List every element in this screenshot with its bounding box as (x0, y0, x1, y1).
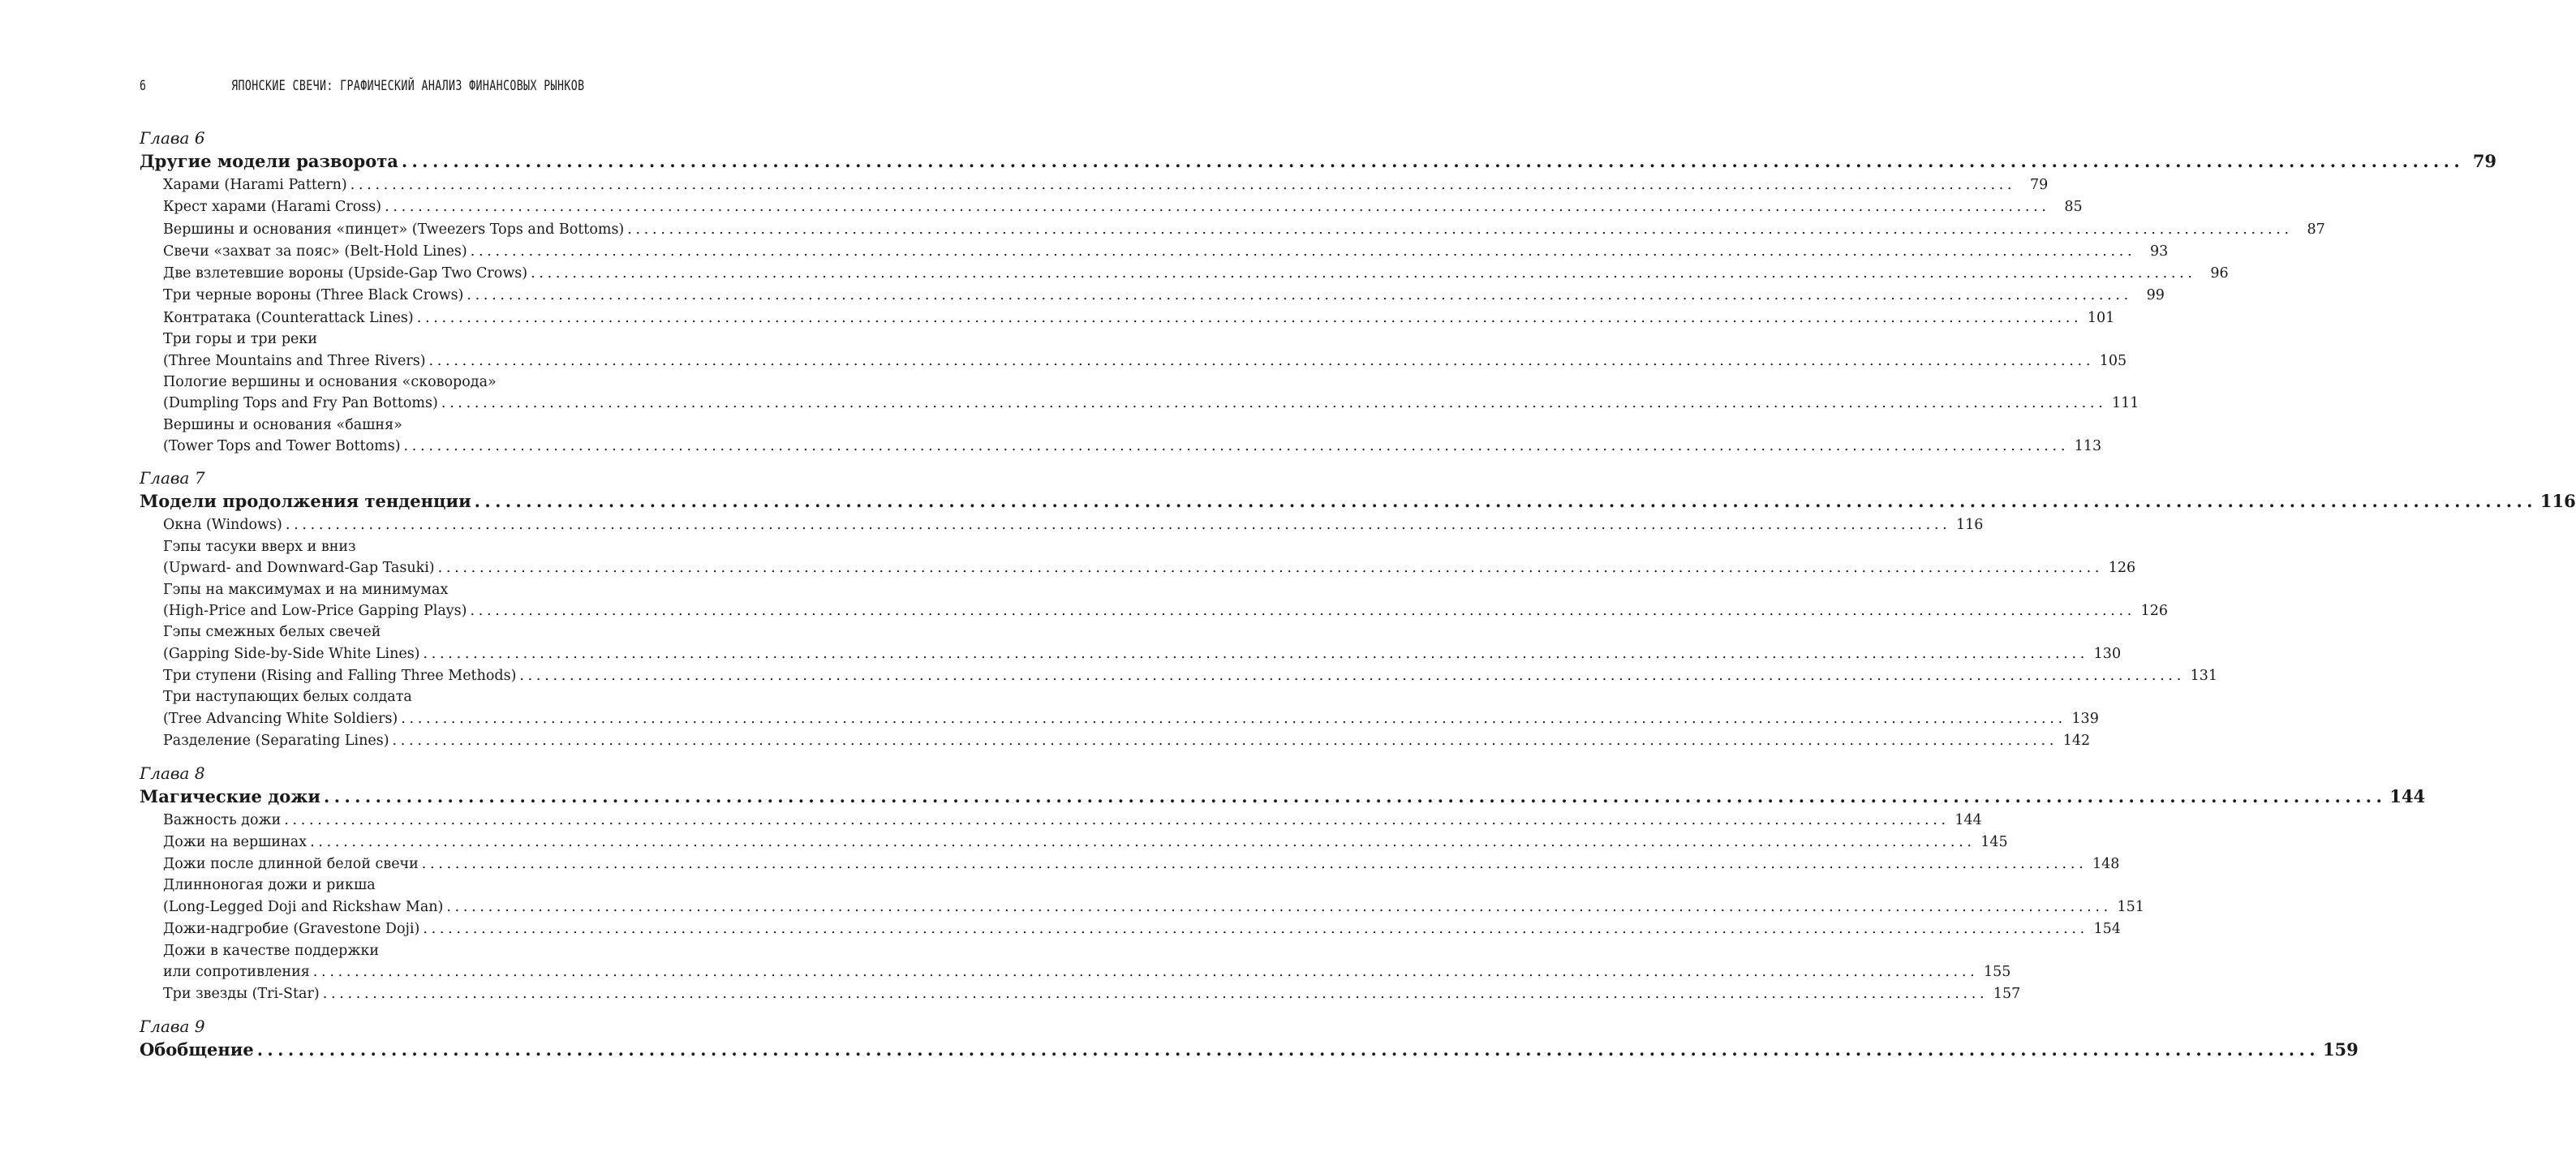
toc-entry-row[interactable] (140, 854, 2120, 875)
dot-leader: ........................................................................................................................................................................................................ (285, 517, 1951, 534)
toc-entry-row-page: 145 (1980, 833, 2008, 850)
dot-leader: ........................................................................................................................................................................................................ (324, 785, 2387, 806)
toc-entry-row-text: Дожи-надгробие (Gravestone Doji) (163, 921, 420, 938)
toc-entry-row-page: 79 (2030, 177, 2049, 193)
toc-entry-line: Гэпы смежных белых свечей (163, 624, 381, 641)
toc-entry[interactable] (140, 329, 2127, 372)
toc-entry-line: Три наступающих белых солдата (163, 689, 412, 706)
toc-entry[interactable] (140, 174, 2049, 196)
toc-entry-row-page: 85 (2064, 199, 2083, 216)
toc-entry-row[interactable] (140, 832, 2008, 854)
chapter-title[interactable] (140, 149, 2497, 174)
toc-entry-row-page: 151 (2117, 898, 2144, 915)
chapter-title-text: Другие модели разворота (140, 151, 398, 171)
chapter-label: Глава 8 (140, 763, 205, 783)
toc-entry-row-page: 99 (2146, 287, 2165, 304)
toc-entry[interactable] (140, 285, 2165, 307)
toc-entry[interactable] (140, 514, 1984, 536)
chapter-title-page: 144 (2389, 785, 2426, 806)
toc-entry-line: Длинноногая дожи и рикша (163, 877, 376, 894)
dot-leader: ........................................................................................................................................................................................................ (416, 309, 2083, 326)
toc-entry-row-text: Вершины и основания «пинцет» (Tweezers Tops and Bottoms) (163, 221, 625, 238)
toc-entry-line: Гэпы на максимумах и на минимумах (163, 581, 449, 598)
toc-entry-row-text: Дожи после длинной белой свечи (163, 856, 419, 873)
toc-entry[interactable] (140, 730, 2091, 752)
toc-entry-row[interactable] (140, 730, 2091, 752)
chapter-title-page: 159 (2322, 1039, 2359, 1060)
toc-entry[interactable] (140, 875, 2144, 918)
toc-entry-row-page: 155 (1983, 964, 2011, 981)
dot-leader: ........................................................................................................................................................................................................ (312, 964, 1979, 981)
chapter-block (140, 127, 2497, 458)
chapter-title-page: 116 (2539, 491, 2576, 512)
chapter-title-text: Обобщение (140, 1039, 254, 1060)
chapter-label: Глава 9 (140, 1016, 205, 1036)
dot-leader: ........................................................................................................................................................................................................ (401, 710, 2066, 727)
toc-entry-row[interactable] (140, 514, 1984, 536)
dot-leader: ........................................................................................................................................................................................................ (310, 833, 1976, 850)
toc-entry[interactable] (140, 832, 2008, 854)
toc-entry-row-page: 144 (1955, 811, 1982, 828)
toc-entry-row-page: 111 (2112, 395, 2139, 412)
dot-leader: ........................................................................................................................................................................................................ (531, 265, 2196, 282)
chapter-label: Глава 7 (140, 468, 205, 488)
dot-leader: ........................................................................................................................................................................................................ (474, 491, 2537, 512)
toc-entry-row[interactable] (140, 241, 2169, 263)
chapter-title-page: 79 (2472, 151, 2497, 171)
toc-entry-row-text: Три черные вороны (Three Black Crows) (163, 287, 464, 304)
toc-entry[interactable] (140, 622, 2122, 665)
toc-entry-row-page: 96 (2210, 265, 2229, 282)
dot-leader: ........................................................................................................................................................................................................ (423, 645, 2089, 662)
toc-entry-row-text: Важность дожи (163, 811, 282, 828)
dot-leader: ........................................................................................................................................................................................................ (627, 221, 2293, 238)
running-header (140, 78, 591, 97)
toc-entry-row-page: 131 (2190, 668, 2217, 685)
toc-entry-row[interactable] (140, 983, 2021, 1005)
dot-leader: ........................................................................................................................................................................................................ (446, 898, 2112, 915)
toc-entry[interactable] (140, 537, 2136, 580)
dot-leader: ........................................................................................................................................................................................................ (385, 199, 2050, 216)
toc-entry-row[interactable] (140, 897, 2144, 918)
toc-entry-row-text: (Tower Tops and Tower Bottoms) (163, 438, 401, 455)
toc-entry[interactable] (140, 687, 2099, 730)
chapter-title[interactable] (140, 1038, 2359, 1062)
chapter-title-text: Магические дожи (140, 785, 321, 806)
toc-entry-line: Пологие вершины и основания «сковорода» (163, 373, 497, 390)
toc-entry-row[interactable] (140, 436, 2102, 458)
toc-entry-row-page: 101 (2087, 309, 2115, 326)
toc-entry-row[interactable] (140, 307, 2115, 329)
toc-entry-row-page: 87 (2307, 221, 2325, 238)
toc-entry-row[interactable] (140, 285, 2165, 307)
toc-entry-row-text: Дожи на вершинах (163, 833, 307, 850)
toc-entry[interactable] (140, 810, 1982, 832)
toc-entry[interactable] (140, 580, 2169, 623)
toc-entry-line: Гэпы тасуки вверх и вниз (163, 538, 356, 555)
toc-entry-row-text: (Long-Legged Doji and Rickshaw Man) (163, 898, 444, 915)
toc-entry-row-text: Харами (Harami Pattern) (163, 177, 347, 193)
toc-entry[interactable] (140, 196, 2083, 218)
dot-leader: ........................................................................................................................................................................................................ (401, 151, 2465, 171)
toc-entry-row-text: (Tree Advancing White Soldiers) (163, 710, 398, 727)
toc-entry[interactable] (140, 941, 2011, 984)
toc-entry-row-text: (High-Price and Low-Price Gapping Plays) (163, 603, 467, 620)
toc-entry-row-page: 139 (2071, 710, 2099, 727)
page-number: 6 (140, 78, 147, 94)
toc-entry-row-page: 116 (1956, 517, 1984, 534)
toc-entry-row-text: Свечи «захват за пояс» (Belt-Hold Lines) (163, 243, 467, 260)
dot-leader: ........................................................................................................................................................................................................ (428, 352, 2095, 369)
toc-entry-row-text: Разделение (Separating Lines) (163, 733, 389, 750)
toc-entry[interactable] (140, 665, 2217, 687)
dot-leader: ........................................................................................................................................................................................................ (470, 243, 2136, 260)
toc-entry-row-text: Крест харами (Harami Cross) (163, 199, 382, 216)
toc-entry-row[interactable] (140, 263, 2229, 285)
toc-entry-row[interactable] (140, 196, 2083, 218)
dot-leader: ........................................................................................................................................................................................................ (284, 811, 1950, 828)
dot-leader: ........................................................................................................................................................................................................ (437, 560, 2104, 577)
dot-leader: ........................................................................................................................................................................................................ (421, 856, 2088, 873)
toc-entry-row-text: Окна (Windows) (163, 517, 282, 534)
chapter-label: Глава 6 (140, 128, 205, 148)
dot-leader: ........................................................................................................................................................................................................ (322, 986, 1989, 1003)
toc-entry-row[interactable] (140, 918, 2121, 940)
toc-entry[interactable] (140, 415, 2102, 458)
toc-entry[interactable] (140, 263, 2229, 285)
toc-entry-row[interactable] (140, 557, 2136, 579)
toc-entry-line: Три горы и три реки (163, 331, 317, 348)
toc-entry[interactable] (140, 241, 2169, 263)
dot-leader: ........................................................................................................................................................................................................ (256, 1039, 2320, 1060)
toc-entry-row-text: (Dumpling Tops and Fry Pan Bottoms) (163, 395, 438, 412)
toc-entry-row-page: 142 (2062, 733, 2091, 750)
chapter-block (140, 762, 2426, 1006)
toc-entry-row-page: 93 (2150, 243, 2169, 260)
toc-entry-row-page: 126 (2140, 603, 2169, 620)
dot-leader: ........................................................................................................................................................................................................ (467, 287, 2132, 304)
toc-entry-row-page: 148 (2092, 856, 2120, 873)
toc-entry-line: Вершины и основания «башня» (163, 416, 402, 433)
toc-entry-row-page: 126 (2108, 560, 2136, 577)
dot-leader: ........................................................................................................................................................................................................ (403, 438, 2070, 455)
dot-leader: ........................................................................................................................................................................................................ (470, 603, 2136, 620)
chapter-title[interactable] (140, 785, 2426, 809)
toc-entry-row-text: или сопротивления (163, 964, 310, 981)
toc-entry[interactable] (140, 219, 2325, 241)
toc-entry-row[interactable] (140, 393, 2139, 415)
toc-entry-row-text: (Gapping Side-by-Side White Lines) (163, 645, 420, 662)
chapter-block (140, 1015, 2359, 1062)
dot-leader: ........................................................................................................................................................................................................ (519, 668, 2185, 685)
dot-leader: ........................................................................................................................................................................................................ (392, 733, 2058, 750)
toc-entry-row-text: Три ступени (Rising and Falling Three Methods) (163, 668, 517, 685)
toc-entry-line: Дожи в качестве поддержки (163, 942, 380, 959)
toc-entry[interactable] (140, 307, 2115, 329)
toc-entry-row[interactable] (140, 643, 2122, 665)
table-of-contents (140, 127, 2576, 1071)
toc-entry[interactable] (140, 983, 2021, 1005)
toc-entry-row-page: 113 (2074, 438, 2102, 455)
toc-entry-row-page: 157 (1993, 986, 2021, 1003)
toc-entry-row-text: Три звезды (Tri-Star) (163, 986, 320, 1003)
dot-leader: ........................................................................................................................................................................................................ (423, 921, 2088, 938)
dot-leader: ........................................................................................................................................................................................................ (350, 177, 2016, 193)
toc-entry-row-text: Две взлетевшие вороны (Upside-Gap Two Crows) (163, 265, 528, 282)
chapter-block (140, 467, 2576, 752)
toc-entry[interactable] (140, 372, 2139, 415)
chapter-title-text: Модели продолжения тенденции (140, 491, 471, 512)
toc-entry-row[interactable] (140, 219, 2325, 241)
dot-leader: ........................................................................................................................................................................................................ (441, 395, 2107, 412)
toc-entry-row[interactable] (140, 810, 1982, 832)
toc-entry-row[interactable] (140, 350, 2127, 372)
toc-entry[interactable] (140, 854, 2120, 875)
running-title: ЯПОНСКИЕ СВЕЧИ: ГРАФИЧЕСКИЙ АНАЛИЗ ФИНАНСОВЫХ РЫНКОВ (231, 78, 585, 94)
toc-entry-row-page: 105 (2099, 352, 2127, 369)
toc-entry-row[interactable] (140, 174, 2049, 196)
toc-entry-row-text: Контратака (Counterattack Lines) (163, 309, 414, 326)
toc-entry-row[interactable] (140, 708, 2099, 730)
toc-entry-row-page: 130 (2093, 645, 2122, 662)
chapter-title[interactable] (140, 489, 2576, 514)
toc-entry-row-text: (Upward- and Downward-Gap Tasuki) (163, 560, 435, 577)
toc-entry-row-page: 154 (2093, 921, 2121, 938)
toc-entry-row[interactable] (140, 665, 2217, 687)
toc-entry[interactable] (140, 918, 2121, 940)
toc-entry-row-text: (Three Mountains and Three Rivers) (163, 352, 426, 369)
toc-entry-row[interactable] (140, 600, 2169, 622)
toc-entry-row[interactable] (140, 961, 2011, 983)
